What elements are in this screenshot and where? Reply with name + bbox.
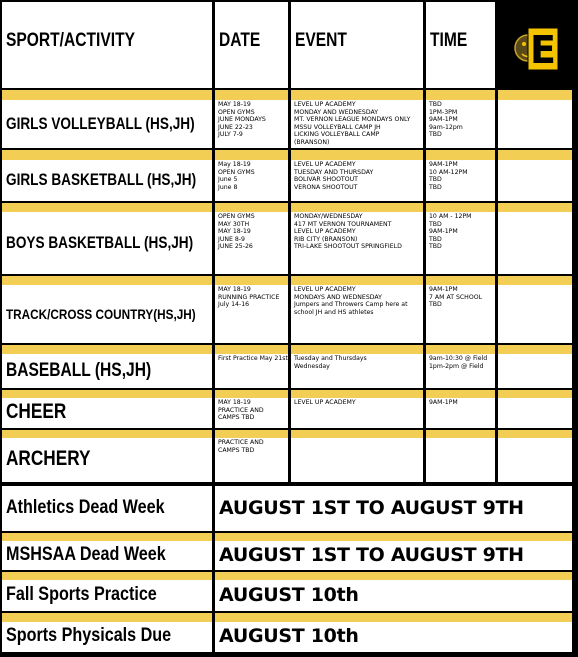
row-event-cell (291, 276, 423, 343)
summary-row (2, 486, 572, 531)
row-time-cell (426, 90, 495, 148)
row-date-text: MAY 18-19 PRACTICE AND CAMPS TBD (218, 399, 264, 422)
table-row (2, 345, 572, 388)
header-row (2, 2, 572, 88)
summary-value-cell (215, 613, 572, 652)
row-time-text: TBD 1PM-3PM 9AM-1PM 9am-12pm TBD (429, 101, 463, 139)
row-blank-cell (498, 430, 572, 482)
summary-label: Fall Sports Practice (6, 583, 157, 605)
summary-value-cell (215, 486, 572, 531)
header-sport: SPORT/ACTIVITY (6, 30, 135, 51)
row-date-text: OPEN GYMS MAY 30TH MAY 18-19 JUNE 8-9 JUNE 25-26 (218, 213, 255, 251)
row-date-text: MAY 18-19 OPEN GYMS JUNE MONDAYS JUNE 22-23 JULY 7-9 (218, 101, 266, 139)
row-event-text: Tuesday and Thursdays Wednesday (294, 355, 367, 370)
row-event-cell (291, 150, 423, 201)
row-sport-cell (2, 430, 212, 482)
row-event-text: LEVEL UP ACADEMY TUESDAY AND THURSDAY BOLIVAR SHOOTOUT VERONA SHOOTOUT (294, 161, 374, 191)
header-sport-cell (2, 2, 212, 88)
header-time-cell (426, 2, 495, 88)
row-blank-cell (498, 90, 572, 148)
row-time-text: 10 AM - 12PM TBD 9AM-1PM TBD TBD (429, 213, 472, 251)
row-date-text: MAY 18-19 RUNNING PRACTICE July 14-16 (218, 286, 280, 309)
row-blank-cell (498, 276, 572, 343)
row-date-cell (215, 345, 288, 388)
table-row (2, 276, 572, 343)
row-event-text: LEVEL UP ACADEMY MONDAYS AND WEDNESDAY Jumpers and Throwers Camp here at school JH and HS athletes (294, 286, 408, 316)
sport-name: GIRLS VOLLEYBALL (HS,JH) (6, 113, 195, 133)
row-date-text: PRACTICE AND CAMPS TBD (218, 439, 264, 454)
header-date-cell (215, 2, 288, 88)
table-row (2, 390, 572, 428)
sport-name: GIRLS BASKETBALL (HS,JH) (6, 170, 197, 190)
row-sport-cell (2, 90, 212, 148)
row-time-cell (426, 276, 495, 343)
sport-name: TRACK/CROSS COUNTRY(HS,JH) (6, 305, 196, 322)
row-event-cell (291, 203, 423, 274)
row-event-text: LEVEL UP ACADEMY (294, 399, 356, 406)
row-event-cell (291, 390, 423, 428)
summary-label-cell (2, 613, 212, 652)
table-row (2, 430, 572, 482)
header-time: TIME (430, 30, 468, 51)
sport-name: CHEER (6, 400, 67, 424)
summary-value-cell (215, 572, 572, 611)
logo-cell (498, 2, 572, 88)
row-event-text: LEVEL UP ACADEMY MONDAY AND WEDNESDAY MT. VERNON LEAGUE MONDAYS ONLY MSSU VOLLEYBALL CAMP JH LICKING VOLLEYBALL CAMP (BRANSON) (294, 101, 411, 146)
row-date-cell (215, 150, 288, 201)
row-sport-cell (2, 345, 212, 388)
summary-value-cell (215, 533, 572, 570)
summary-value: AUGUST 10th (219, 625, 359, 647)
row-sport-cell (2, 203, 212, 274)
row-sport-cell (2, 150, 212, 201)
row-time-cell (426, 430, 495, 482)
header-event-cell (291, 2, 423, 88)
row-time-cell (426, 345, 495, 388)
row-date-cell (215, 276, 288, 343)
summary-label: Sports Physicals Due (6, 625, 172, 646)
summary-value: AUGUST 1ST TO AUGUST 9TH (219, 543, 524, 566)
row-date-cell (215, 430, 288, 482)
summary-row (2, 533, 572, 570)
school-logo-icon (498, 2, 572, 88)
row-date-cell (215, 203, 288, 274)
logo-letter: E (530, 28, 556, 72)
summary-label: Athletics Dead Week (6, 496, 165, 518)
sport-name: ARCHERY (6, 447, 91, 471)
row-date-text: First Practice May 21st (218, 355, 288, 362)
row-date-cell (215, 90, 288, 148)
summary-row (2, 572, 572, 611)
row-time-cell (426, 390, 495, 428)
table-row (2, 90, 572, 148)
row-time-text: 9AM-1PM (429, 399, 458, 406)
header-event: EVENT (295, 30, 347, 51)
row-event-cell (291, 345, 423, 388)
row-blank-cell (498, 390, 572, 428)
summary-label-cell (2, 486, 212, 531)
row-time-cell (426, 203, 495, 274)
summary-value: AUGUST 10th (219, 583, 359, 606)
row-date-cell (215, 390, 288, 428)
row-event-text: MONDAY/WEDNESDAY 417 MT VERNON TOURNAMENT LEVEL UP ACADEMY RIB CITY (BRANSON) TRI-LAKE SHOOTOUT SPRINGFIELD (294, 213, 402, 251)
row-event-cell (291, 90, 423, 148)
table-row (2, 150, 572, 201)
row-blank-cell (498, 203, 572, 274)
summary-row (2, 613, 572, 652)
row-event-cell (291, 430, 423, 482)
row-sport-cell (2, 276, 212, 343)
table-row (2, 203, 572, 274)
row-date-text: May 18-19 OPEN GYMS June 5 June 8 (218, 161, 255, 191)
row-time-text: 9AM-1PM 10 AM-12PM TBD TBD (429, 161, 468, 191)
row-time-text: 9am-10:30 @ Field 1pm-2pm @ Field (429, 355, 488, 370)
summary-label-cell (2, 572, 212, 611)
summary-label-cell (2, 533, 212, 570)
summary-value: AUGUST 1ST TO AUGUST 9TH (219, 496, 524, 519)
header-date: DATE (219, 30, 261, 51)
row-time-text: 9AM-1PM 7 AM AT SCHOOL TBD (429, 286, 483, 309)
row-sport-cell (2, 390, 212, 428)
sport-name: BASEBALL (HS,JH) (6, 359, 152, 381)
row-blank-cell (498, 345, 572, 388)
row-blank-cell (498, 150, 572, 201)
summary-label: MSHSAA Dead Week (6, 543, 166, 565)
sport-name: BOYS BASKETBALL (HS,JH) (6, 232, 194, 252)
row-time-cell (426, 150, 495, 201)
